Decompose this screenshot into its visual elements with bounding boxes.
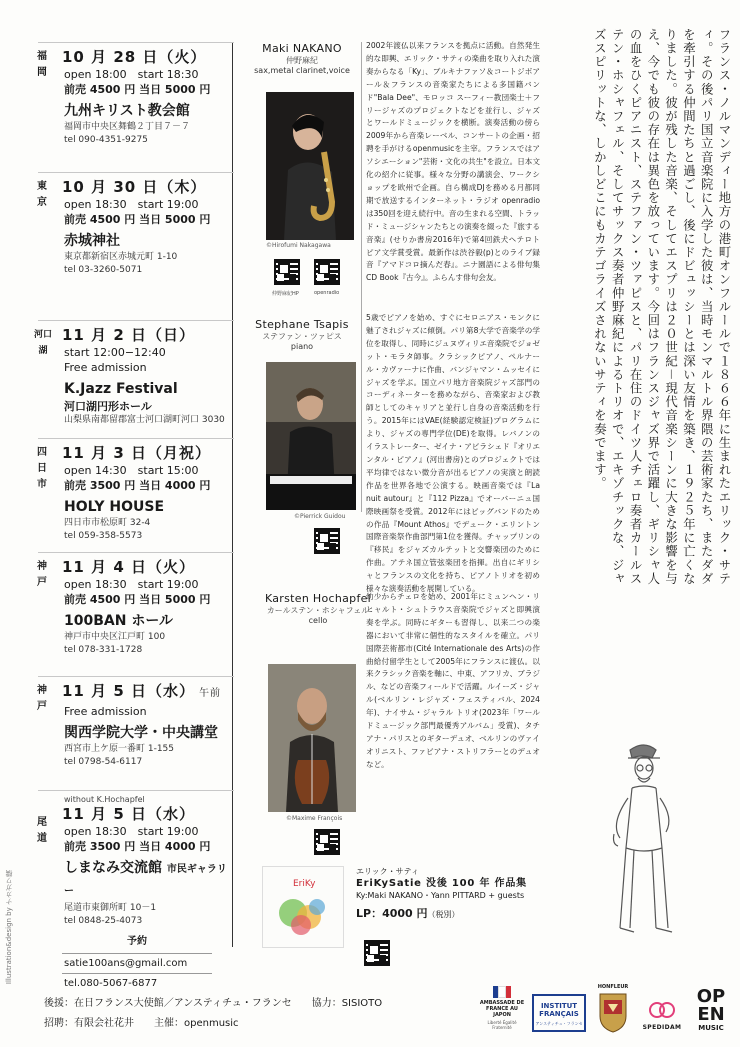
honfleur-logo (596, 984, 630, 1040)
qr-code-openradio[interactable] (314, 259, 340, 285)
event-venue: 赤城神社 (64, 233, 120, 249)
photo-stephane (266, 362, 356, 510)
event-city: 四日市 (37, 447, 47, 490)
event-address: 神戸市中央区江戸町 100 (64, 632, 166, 642)
album-title: EriKySatie 没後 100 年 作品集 (356, 878, 527, 889)
event-date: 11 月 2 日（日） (62, 326, 195, 344)
photo-maki (266, 92, 354, 240)
event-time: open 14:30 start 15:00 (64, 464, 199, 477)
spedidam-logo (640, 1000, 684, 1034)
album-cover-title: EriKy (293, 879, 316, 889)
column-divider-2 (361, 42, 362, 512)
event-price: 前売 4500 円 当日 5000 円 (64, 83, 211, 96)
event-tel: tel 03-3260-5071 (64, 265, 143, 275)
event-venue: しまなみ交流館 市民ギャラリー (64, 860, 227, 897)
qr-label-openradio: openradio (314, 290, 340, 296)
album-personnel: Ky:Maki NAKANO・Yann PITTARD + guests (356, 891, 525, 900)
photo-karsten (268, 664, 356, 812)
satie-illustration (590, 728, 700, 948)
qr-code-maki-hp[interactable] (274, 259, 300, 285)
event-city: 神戸 (37, 561, 47, 588)
event-city: 福岡 (37, 51, 47, 78)
qr-code-stephane[interactable] (314, 528, 340, 554)
reservation-tel[interactable]: tel.080-5067-6877 (62, 973, 212, 993)
event-note: without K.Hochapfel (64, 795, 145, 804)
event-yokkaichi (38, 438, 234, 543)
event-date: 11 月 4 日（火） (62, 558, 195, 576)
reservation-title: 予約 (127, 936, 147, 947)
event-kobe-1 (38, 552, 234, 657)
bio-stephane: 5歳でピアノを始め、すぐにセロニアス・モンクに魅了されジャズに傾倒。パリ第8大学で音楽学の学位を取得し、同時にジュヌヴィリエ音楽院でジョゼット・モラタ師事。クラシックピアノ、ペルナール・カヴァーナに作曲、バンジャマン・ムッセイにジャズを学ぶ。国立パリ地方音楽院ジャズ部門のコーディネーターを務めながら、音楽家および教師としてのキャリアと並行し自身の音楽活動を行う。2015年にはVAE(経験認定検証)プログラムにより、ジャズの専門学位(DE)を取得。レバノンのイラストレーター、ゼイナ・アビラシェド『オリエンタル・ピアノ』(河出書房)とのプロジェクトでは平均律ではない微分音が出るピアノの実演と朗読作品を世界各地で公演する。映画音楽では『La nuit autour』と『112 Pizza』でオーバーニュ国際映画祭を受賞。2012年にはビッグバンドのための作品『Mount Athos』でデューク・エリントン国際音楽祭作曲部門第1位を獲得。チャップリンの『移民』をジャズカルテットと交響楽団のために作曲。アテネ国立管弦楽団を指揮。出自にギリシャとフランスの文化を持ち、ピアノトリオを初め様々な演奏活動を展開している。 (366, 313, 540, 594)
event-date: 11 月 5 日（水） (62, 805, 195, 823)
event-venue-hall: 河口湖円形ホール (64, 400, 152, 413)
event-address: 西宮市上ケ原一番町 1-155 (64, 744, 175, 754)
musician-name-stephane: Stephane Tsapis ステファン・ツァピス piano (255, 318, 349, 351)
event-tel: tel 059-358-5573 (64, 531, 143, 541)
spedidam-mark-icon (649, 1000, 675, 1020)
event-kawaguchiko (33, 320, 234, 427)
event-tel: tel 0848-25-4073 (64, 916, 143, 926)
event-date: 11 月 5 日（水） 午前 (62, 682, 221, 700)
event-tokyo (38, 172, 234, 277)
album-info (356, 866, 527, 921)
embassy-motto: Liberté Égalité Fraternité (487, 1020, 517, 1030)
musician-name-maki: Maki NAKANO 仲野麻紀 sax,metal clarinet,voice (254, 42, 350, 75)
event-time: open 18:30 start 19:00 (64, 198, 199, 211)
spedidam-name: SPEDIDAM (642, 1024, 682, 1031)
event-address: 福岡市中央区舞鶴２丁目７－７ (64, 122, 191, 132)
event-venue: 九州キリスト教会館 (64, 103, 190, 119)
honfleur-crest-icon (598, 990, 628, 1034)
bio-karsten: 幼少からチェロを始め、2001年にミュンヘン・リヒャルト・シュトラウス音楽院でジャズと即興演奏を学ぶ。同時にギターも習得し、以来二つの楽器において非常に個性的なスタイルを確立。パリ国際芸術都市(Cité Internationale des Arts)の作曲給付留学生として2005年にフランスに渡仏。以来クラシック音楽を軸に、中東、アフリカ、ブラジル、などの音楽フィールドで活躍。ルイーズ・ジャル(ベルリン・レジャズ・フェスティバル、2024年)、ナイサム・ジャラル トリオ(2023年「ワールドミュージック部門最優秀アルバム」受賞)、タチアナ・パリスとのギターデュオ、ベルリンのヴァイオリニスト、ファビアナ・ストリフラーとのデュオなど。 (366, 592, 540, 769)
event-city: 尾道 (37, 817, 47, 844)
footer-organizers: 招聘：有限会社花井 主催：openmusic (44, 1018, 239, 1029)
illustration-credit: Illustration&design by ナカガワ橋 (5, 870, 13, 985)
qr-code-karsten[interactable] (314, 829, 340, 855)
event-venue: HOLY HOUSE (64, 499, 165, 515)
event-address: 尾道市東御所町 10－1 (64, 903, 157, 913)
qr-label-maki-hp: 仲野麻紀HP (272, 291, 299, 297)
event-venue: 100BAN ホール (64, 613, 174, 629)
album-cover (262, 866, 344, 948)
album-price: LP：4000 円（税別） (356, 907, 460, 920)
event-venue: K.Jazz Festival (64, 381, 178, 397)
bio-maki: 2002年渡仏以来フランスを拠点に活動。自然発生的な即興、エリック・サティの楽曲を取り入れた演奏からなる「Ky」、ブルキナファソ＆コートジボアール＆フランスの音楽家たちによる多国籍バンド"Bala Dee"、モロッコ スーフィー教団楽士＋フリージャズのプロジェクトなどを並行し、ジャズとワールドミュージックを横断。演奏活動の傍ら2009年から音楽レーベル、コンサートの企画・招聘を手がけるopenmusicを主宰。フランスではアソシエーション"芸術・文化の共生"を設立。日本文化の紹介に従事。様々な分野の講演会、ワークショップを欧州で企画。自ら構成DJを務める月都同期で放送するインターネット・ラジオ openradioは350回を迎え続行中。音の生まれる空間、トラッド・ミュージシャンたちとの演奏を綴った『旅する音楽』(せりか書房2016年)で第4回鉄犬ヘテロトピア文学賞受賞。最新作は渋谷毅(p)とのライブ録音『アマドコロ摘んだ春』。ニナ園語による俳句集 CD Book『古今』。ふらんす俳句会友。 (366, 41, 541, 283)
event-price: 前売 4500 円 当日 5000 円 (64, 213, 211, 226)
event-city: 河口湖 (33, 330, 52, 356)
institut-name: INSTITUT FRANÇAIS (539, 1002, 579, 1018)
institut-sub: アンスティチュ・フランセ (535, 1021, 583, 1026)
event-onomichi (38, 790, 234, 928)
honfleur-name: HONFLEUR (597, 984, 629, 990)
event-admission: Free admission (64, 705, 147, 718)
photo-credit-stephane: ©Pierrick Guidou (294, 513, 346, 520)
event-time: open 18:30 start 19:00 (64, 825, 199, 838)
event-price: 前売 3500 円 当日 4000 円 (64, 479, 211, 492)
event-time: open 18:00 start 18:30 (64, 68, 199, 81)
embassy-name: AMBASSADE DE FRANCE AU JAPON (479, 1000, 525, 1018)
album-artist: エリック・サティ (356, 867, 420, 876)
photo-credit-maki: ©Hirofumi Nakagawa (266, 242, 331, 249)
event-date: 10 月 28 日（火） (62, 48, 207, 66)
openmusic-logo: OP EN MUSIC (696, 986, 726, 1032)
reservation (62, 932, 212, 993)
institut-francais-logo (532, 994, 586, 1032)
event-city: 神戸 (37, 685, 47, 712)
event-venue: 関西学院大学・中央講堂 (64, 725, 218, 741)
intro-text: フランス・ノルマンディー地方の港町オンフルールで１８６６年に生まれたエリック・サティ。その後パリ国立音楽院に入学した彼は、当時モンマルトル界隈の芸術家たち、またダダを牽引する仲間たちと過ごし、後にドビュッシーとは深い友情を築き、１９２５年に亡くなりました。彼が残した音楽、そしてエスプリは２０世紀－現代音楽シーンに大きな影響を与え、今でも彼の存在は異色を放っています。今回はフランスジャズ界で活躍し、ギリシャ人の血をひくピアニスト、ステファン・ツァピスと、パリ在住のドイツ人チェロ奏者カールステン・ホシャフェル、そしてサックス奏者仲野麻紀によるトリオで、エキゾチックな、ジャズスピリットな、しかしどこにもカテゴライズされないサティを奏でます。 (592, 28, 732, 586)
qr-code-album[interactable] (364, 940, 390, 966)
event-tel: tel 090-4351-9275 (64, 135, 148, 145)
event-date: 11 月 3 日（月祝） (62, 444, 211, 462)
event-address: 四日市市松原町 32-4 (64, 518, 151, 528)
event-date: 10 月 30 日（木） (62, 178, 207, 196)
event-admission: Free admission (64, 361, 147, 374)
event-price: 前売 3500 円 当日 4000 円 (64, 840, 211, 853)
event-address: 東京都新宿区赤城元町 1-10 (64, 252, 178, 262)
musician-name-karsten: Karsten Hochapfel カールステン・ホシャフェル cello (264, 592, 372, 625)
event-price: 前売 4500 円 当日 5000 円 (64, 593, 211, 606)
event-time: open 18:30 start 19:00 (64, 578, 199, 591)
event-time: start 12:00−12:40 (64, 346, 166, 359)
event-tel: tel 0798-54-6117 (64, 757, 143, 767)
embassy-logo (478, 986, 526, 1038)
reservation-email[interactable]: satie100ans@gmail.com (62, 953, 212, 973)
event-tel: tel 078-331-1728 (64, 645, 143, 655)
event-address: 山梨県南都留郡富士河口湖町河口 3030 (64, 415, 225, 425)
event-kobe-2 (38, 676, 234, 769)
photo-credit-karsten: ©Maxime François (286, 815, 343, 822)
event-fukuoka (38, 42, 234, 147)
event-city: 東京 (37, 181, 47, 208)
footer-sponsors: 後援：在日フランス大使館／アンスティチュ・フランセ 協力：SISIOTO (44, 998, 383, 1009)
